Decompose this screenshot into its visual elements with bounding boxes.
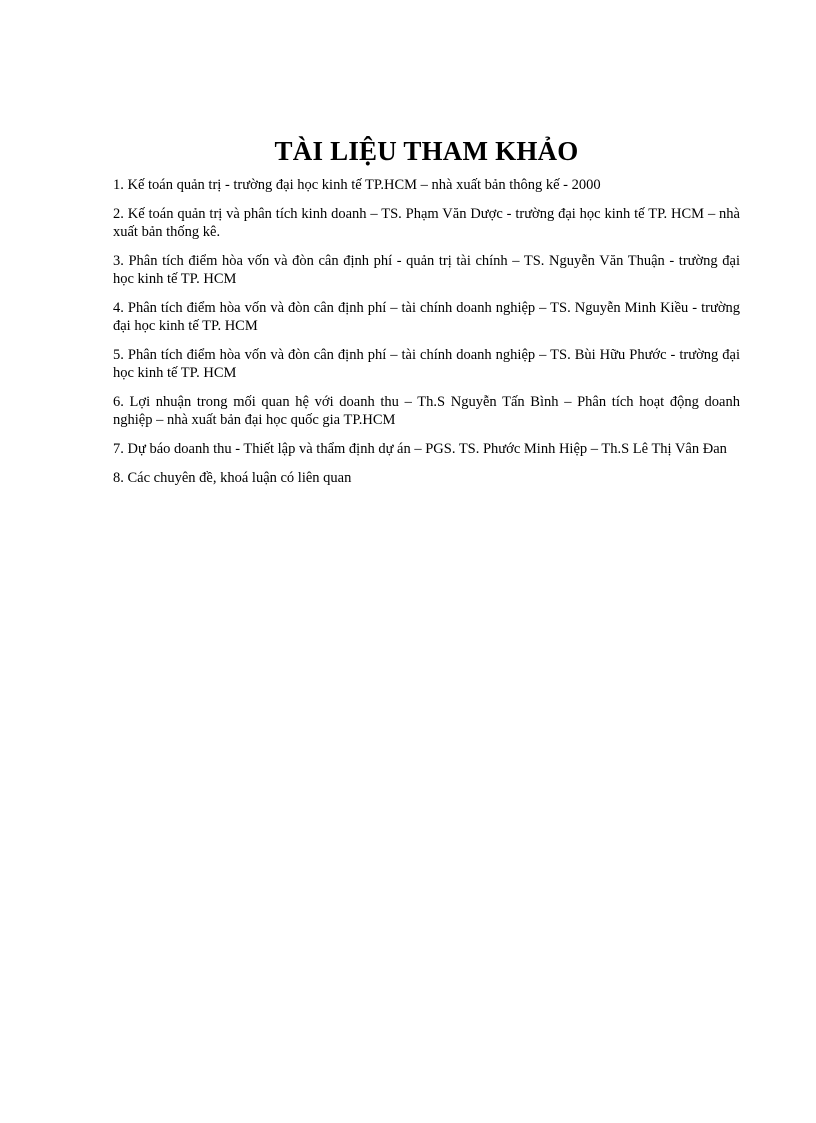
reference-item: 2. Kế toán quản trị và phân tích kinh doanh – TS. Phạm Văn Dược - trường đại học kinh tế TP. HCM – nhà xuất bản thống kê. [113, 206, 740, 240]
reference-item: 3. Phân tích điểm hòa vốn và đòn cân định phí - quản trị tài chính – TS. Nguyễn Văn Thuận - trường đại học kinh tế TP. HCM [113, 253, 740, 287]
reference-item: 5. Phân tích điểm hòa vốn và đòn cân định phí – tài chính doanh nghiệp – TS. Bùi Hữu Phước - trường đại học kinh tế TP. HCM [113, 347, 740, 381]
reference-list [113, 176, 740, 498]
reference-item: 1. Kế toán quản trị - trường đại học kinh tế TP.HCM – nhà xuất bản thông kế - 2000 [113, 177, 601, 193]
page-title: TÀI LIỆU THAM KHẢO [274, 136, 579, 166]
reference-item: 4. Phân tích điểm hòa vốn và đòn cân định phí – tài chính doanh nghiệp – TS. Nguyễn Minh Kiều - trường đại học kinh tế TP. HCM [113, 300, 740, 334]
reference-item: 8. Các chuyên đề, khoá luận có liên quan [113, 470, 352, 486]
reference-item: 7. Dự báo doanh thu - Thiết lập và thẩm định dự án – PGS. TS. Phước Minh Hiệp – Th.S Lê Thị Vân Đan [113, 441, 727, 457]
reference-item: 6. Lợi nhuận trong mối quan hệ với doanh thu – Th.S Nguyễn Tấn Bình – Phân tích hoạt động doanh nghiệp – nhà xuất bản đại học quốc gia TP.HCM [113, 394, 740, 428]
